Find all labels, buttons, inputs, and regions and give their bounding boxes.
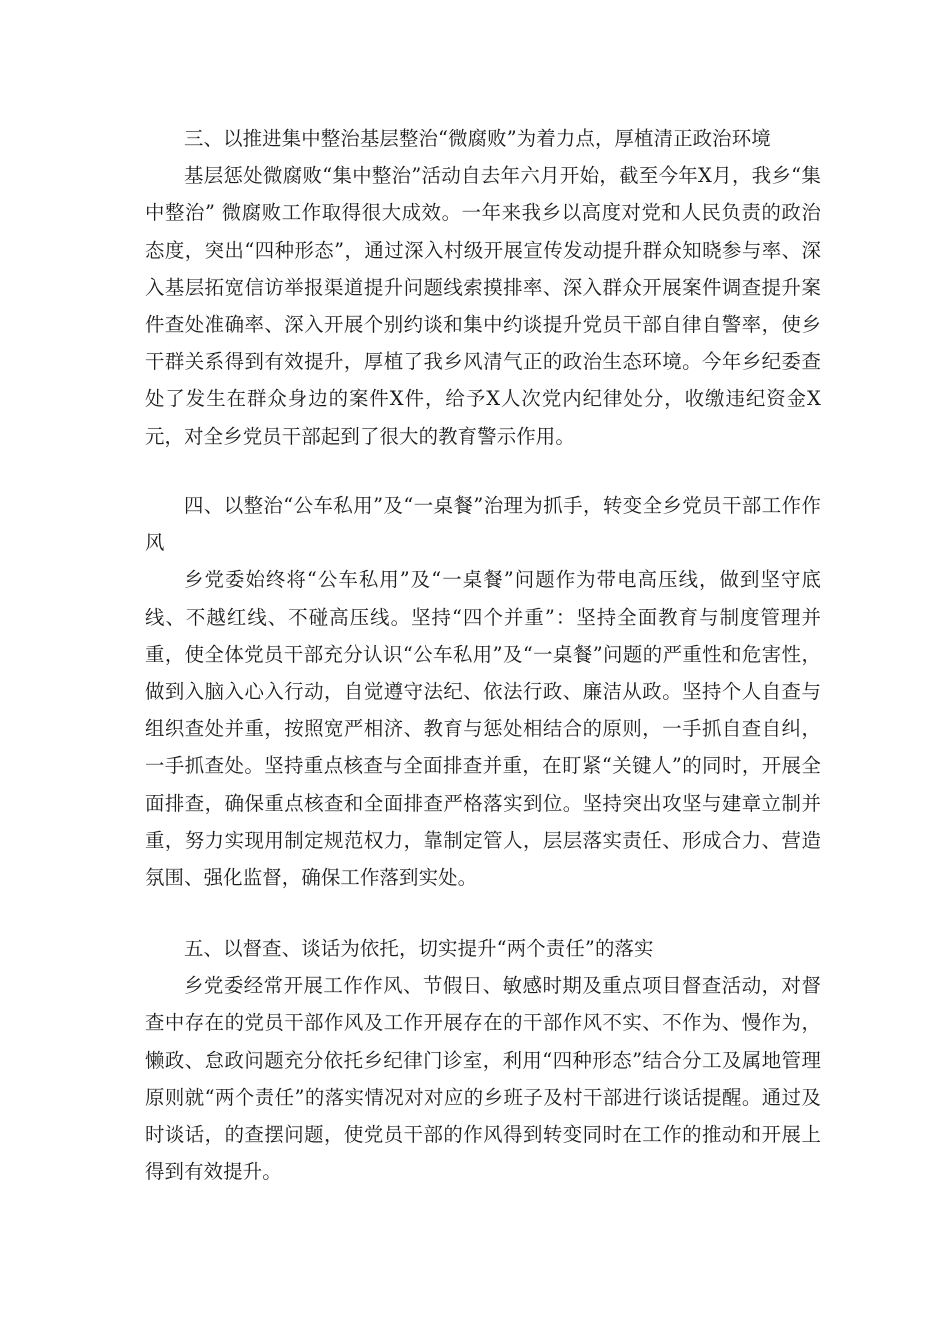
section-4 (145, 487, 821, 896)
section-3 (145, 120, 821, 455)
section-heading: 三、以推进集中整治基层整治“微腐败”为着力点，厚植清正政治环境 (184, 127, 771, 150)
section-paragraph: 基层惩处微腐败“集中整治”活动自去年六月开始，截至今年Ⅹ月，我乡“集中整治” 微腐败工作取得很大成效。一年来我乡以高度对党和人民负责的政治态度，突出“四种形态”，通过深入村级开展宣传发动提升群众知晓参与率、深入基层拓宽信访举报渠道提升问题线索摸排率、深入群众开展案件调查提升案件查处准确率、深入开展个别约谈和集中约谈提升党员干部自律自警率，使乡干群关系得到有效提升，厚植了我乡风清气正的政治生态环境。今年乡纪委查处了发生在群众身边的案件Ⅹ件，给予Ⅹ人次党内纪律处分，收缴违纪资金Ⅹ元，对全乡党员干部起到了很大的教育警示作用。 (145, 164, 821, 448)
section-paragraph: 乡党委始终将“公车私用”及“一桌餐”问题作为带电高压线，做到坚守底线、不越红线、不碰高压线。坚持“四个并重”：坚持全面教育与制度管理并重，使全体党员干部充分认识“公车私用”及“一桌餐”问题的严重性和危害性，做到入脑入心入行动，自觉遵守法纪、依法行政、廉洁从政。坚持个人自查与组织查处并重，按照宽严相济、教育与惩处相结合的原则，一手抓自查自纠，一手抓查处。坚持重点核查与全面排查并重，在盯紧“关键人”的同时，开展全面排查，确保重点核查和全面排查严格落实到位。坚持突出攻坚与建章立制并重，努力实现用制定规范权力，靠制定管人，层层落实责任、形成合力、营造氛围、强化监督，确保工作落到实处。 (145, 568, 821, 890)
section-heading: 四、以整治“公车私用”及“一桌餐”治理为抓手，转变全乡党员干部工作作风 (145, 494, 821, 555)
section-paragraph: 乡党委经常开展工作作风、节假日、敏感时期及重点项目督查活动，对督查中存在的党员干部作风及工作开展存在的干部作风不实、不作为、慢作为，懒政、怠政问题充分依托乡纪律门诊室，利用“四种形态”结合分工及属地管理原则就“两个责任”的落实情况对对应的乡班子及村干部进行谈话提醒。通过及时谈话，的查摆问题，使党员干部的作风得到转变同时在工作的推动和开展上得到有效提升。 (145, 974, 821, 1184)
section-5 (145, 930, 821, 1190)
section-heading: 五、以督查、谈话为依托，切实提升“两个责任”的落实 (184, 937, 654, 960)
